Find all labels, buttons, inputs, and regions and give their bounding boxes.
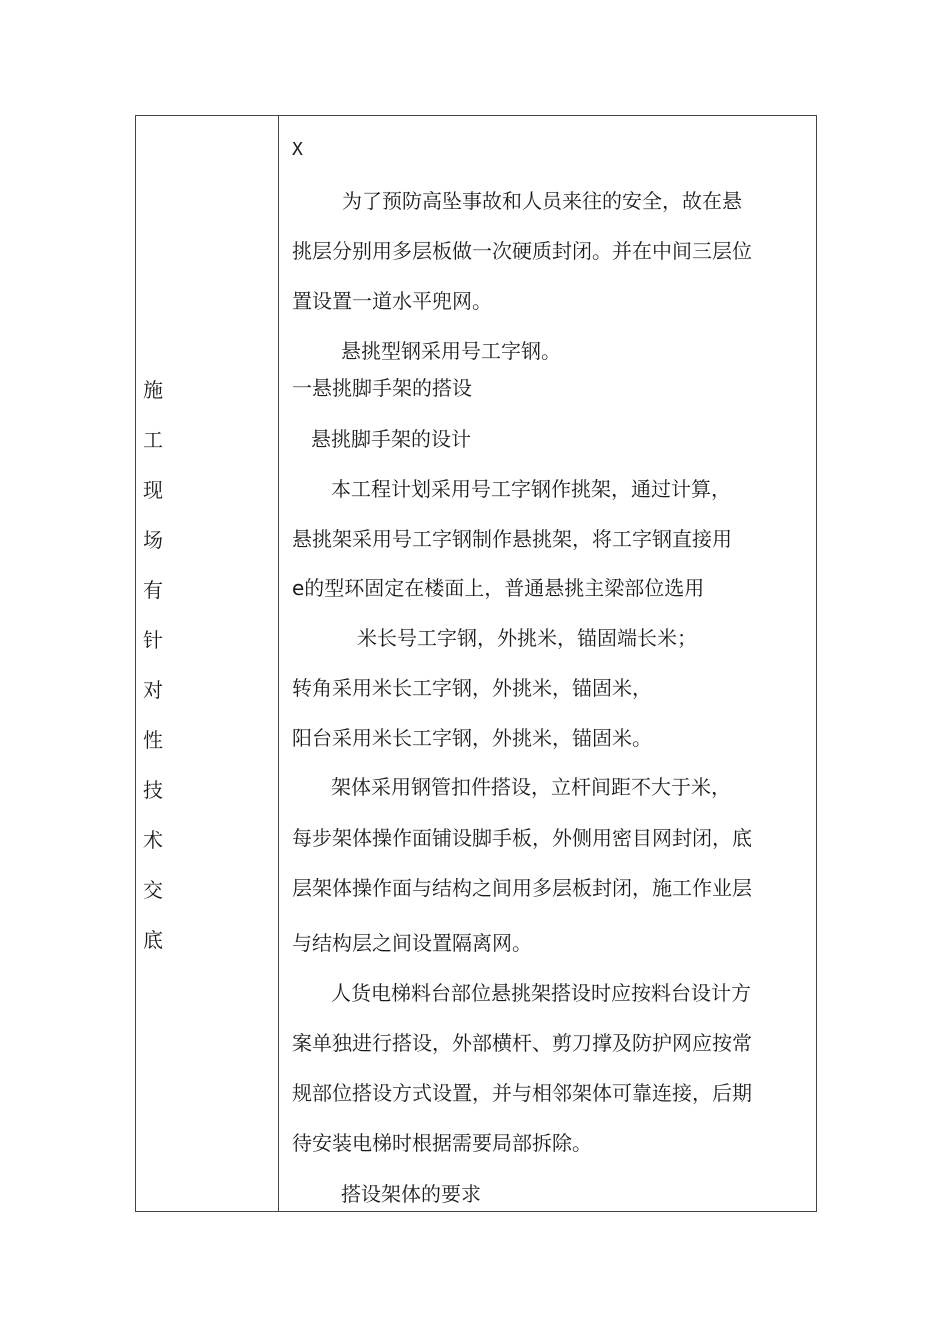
- content-line: 案单独进行搭设，外部横杆、剪刀撑及防护网应按常: [292, 1031, 752, 1055]
- section-label-char: 术: [143, 828, 163, 852]
- content-line: 悬挑脚手架的设计: [311, 427, 471, 451]
- content-line: 搭设架体的要求: [341, 1182, 481, 1206]
- section-label-char: 场: [143, 528, 163, 552]
- section-label-column: [136, 116, 278, 1211]
- content-line: 阳台采用米长工字钢，外挑米，锚固米。: [292, 726, 652, 750]
- content-line: 转角采用米长工字钢，外挑米，锚固米，: [292, 676, 652, 700]
- section-label-char: 施: [143, 378, 163, 402]
- content-line: 待安装电梯时根据需要局部拆除。: [292, 1131, 592, 1155]
- section-label-char: 性: [143, 728, 163, 752]
- content-line: 挑层分别用多层板做一次硬质封闭。并在中间三层位: [292, 239, 752, 263]
- content-line: 规部位搭设方式设置，并与相邻架体可靠连接，后期: [292, 1081, 752, 1105]
- content-line: 与结构层之间设置隔离网。: [292, 931, 532, 955]
- document-table: [135, 115, 817, 1212]
- content-line: 层架体操作面与结构之间用多层板封闭，施工作业层: [292, 876, 752, 900]
- section-label-char: 现: [143, 478, 163, 502]
- section-label-char: 有: [143, 578, 163, 602]
- content-line: 悬挑架采用号工字钢制作悬挑架，将工字钢直接用: [292, 527, 732, 551]
- content-line: 置设置一道水平兜网。: [292, 289, 492, 313]
- content-line: 本工程计划采用号工字钢作挑架，通过计算，: [331, 477, 731, 501]
- section-label-char: 针: [143, 628, 163, 652]
- section-label-char: 对: [143, 678, 163, 702]
- content-line: e的型环固定在楼面上，普通悬挑主梁部位选用: [292, 576, 705, 600]
- content-line: 米长号工字钢，外挑米，锚固端长米；: [357, 626, 697, 650]
- content-line: 架体采用钢管扣件搭设，立杆间距不大于米，: [331, 775, 731, 799]
- content-line: 一悬挑脚手架的搭设: [292, 376, 472, 400]
- section-label-char: 技: [143, 778, 163, 802]
- content-line: 悬挑型钢采用号工字钢。: [341, 339, 561, 363]
- section-label-char: 底: [143, 928, 163, 952]
- content-cell: [279, 116, 816, 1211]
- content-line: X: [292, 139, 303, 160]
- content-line: 为了预防高坠事故和人员来往的安全，故在悬: [342, 189, 742, 213]
- content-line: 每步架体操作面铺设脚手板，外侧用密目网封闭，底: [292, 826, 752, 850]
- section-label-char: 工: [143, 428, 163, 452]
- section-label-char: 交: [143, 878, 163, 902]
- content-line: 人货电梯料台部位悬挑架搭设时应按料台设计方: [331, 981, 751, 1005]
